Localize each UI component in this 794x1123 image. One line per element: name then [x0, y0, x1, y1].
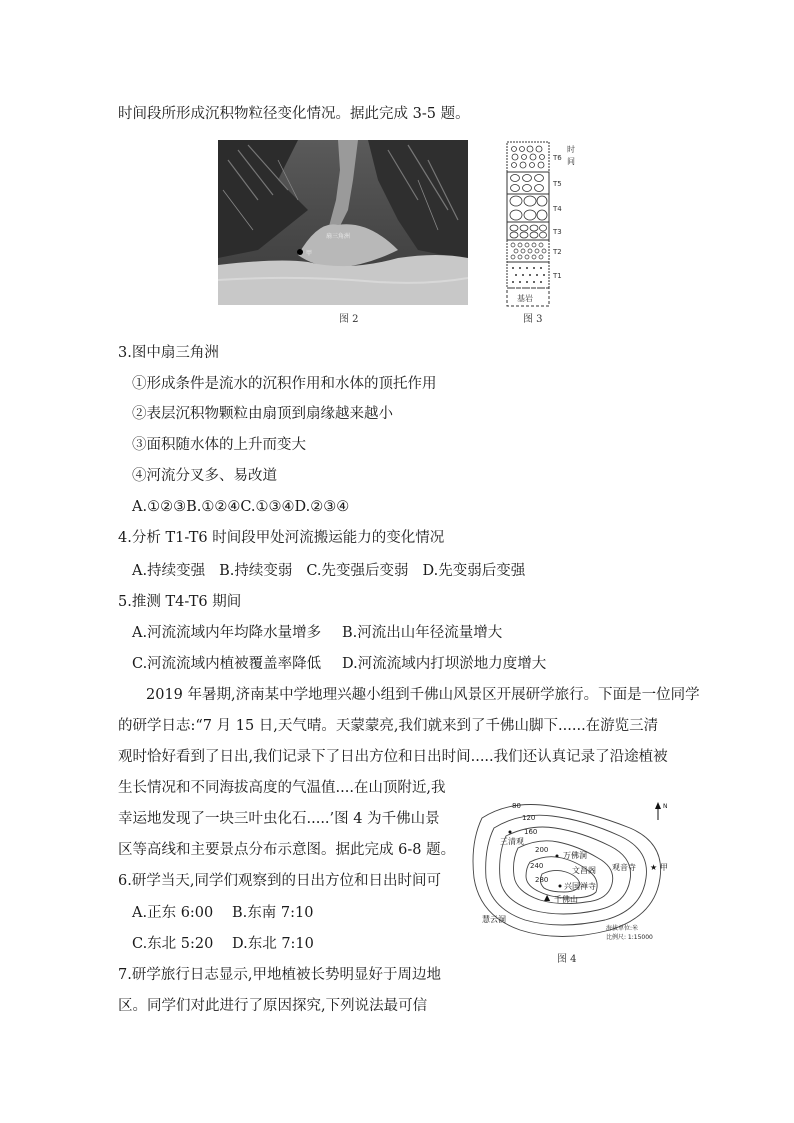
figure-2 — [218, 140, 468, 305]
passage-line-5: 幸运地发现了一块三叶虫化石.....’图 4 为千佛山景 — [118, 811, 440, 827]
q5-option-d: D.河流流域内打坝淤地力度增大 — [342, 656, 547, 672]
q5-option-a: A.河流流域内年均降水量增多 — [132, 625, 322, 641]
fan-delta-label: 扇三角洲 — [326, 233, 351, 240]
place-huiyun: 慧云洞 — [482, 915, 506, 924]
q7-line-2: 区。同学们对此进行了原因探究,下列说法最可信 — [118, 998, 428, 1014]
q4-option-b: B.持续变弱 — [219, 563, 293, 579]
q6-options-row1 — [132, 903, 313, 923]
passage-line-3: 观时恰好看到了日出,我们记录下了日出方位和日出时间.....我们还认真记录了沿途植被 — [118, 749, 668, 765]
q6-stem: 6.研学当天,同学们观察到的日出方位和日出时间可 — [118, 873, 441, 889]
contour-280: 280 — [535, 876, 549, 884]
fan-delta-photo — [218, 140, 468, 305]
q3-item-3: ③面积随水体的上升而变大 — [132, 437, 306, 453]
q6-option-c: C.东北 5:20 — [132, 936, 214, 952]
passage-line-6: 区等高线和主要景点分布示意图。据此完成 6-8 题。 — [118, 842, 456, 858]
q6-options-row2 — [132, 934, 314, 954]
contour-120: 120 — [522, 814, 536, 822]
bedrock-label: 基岩 — [517, 294, 533, 303]
q7-line-1: 7.研学旅行日志显示,甲地植被长势明显好于周边地 — [118, 967, 441, 983]
place-jia: 甲 — [660, 863, 668, 872]
q6-option-d: D.东北 7:10 — [232, 936, 314, 952]
q3-item-2: ②表层沉积物颗粒由扇顶到扇缘越来越小 — [132, 406, 393, 422]
figure-3 — [505, 140, 585, 310]
place-sanqing: 三清观 — [500, 837, 524, 846]
peak-triangle: ▲ — [544, 893, 551, 902]
contour-80: 80 — [512, 802, 521, 810]
place-qianfo: 千佛山 — [554, 895, 578, 904]
passage-line-2: 的研学日志:“7 月 15 日,天气晴。天蒙蒙亮,我们就来到了千佛山脚下......在游览三清 — [118, 718, 659, 734]
q3-stem: 3.图中扇三角洲 — [118, 345, 219, 361]
passage-line-1: 2019 年暑期,济南某中学地理兴趣小组到千佛山风景区开展研学旅行。下面是一位同学 — [146, 687, 700, 703]
place-guanyin: 观音寺 — [612, 863, 636, 872]
north-label: N — [663, 803, 668, 810]
q4-stem: 4.分析 T1-T6 时间段甲处河流搬运能力的变化情况 — [118, 530, 445, 546]
contour-map — [460, 798, 690, 948]
figure-4-caption: 图 4 — [557, 954, 577, 965]
place-wenchang: 文昌阁 — [572, 866, 596, 875]
q3-item-1: ①形成条件是流水的沉积作用和水体的顶托作用 — [132, 376, 437, 392]
q5-option-b: B.河流出山年径流量增大 — [342, 625, 503, 641]
map-scale: 比例尺: 1:15000 — [606, 934, 653, 941]
figure-4 — [460, 798, 690, 948]
q3-item-4: ④河流分叉多、易改道 — [132, 468, 277, 484]
time-axis-label: 时间 — [567, 145, 575, 166]
layer-label-t3: T3 — [553, 228, 562, 236]
q5-options-row2 — [132, 654, 546, 674]
layer-label-t6: T6 — [553, 154, 562, 162]
layer-label-t1: T1 — [553, 272, 562, 280]
figure-3-caption: 图 3 — [523, 314, 543, 325]
q5-stem: 5.推测 T4-T6 期间 — [118, 594, 242, 610]
passage-line-4: 生长情况和不同海拔高度的气温值....在山顶附近,我 — [118, 780, 446, 796]
contour-200: 200 — [535, 846, 549, 854]
q4-option-a: A.持续变强 — [132, 563, 206, 579]
q6-option-a: A.正东 6:00 — [132, 905, 214, 921]
contour-160: 160 — [524, 828, 538, 836]
q5-options-row1 — [132, 623, 502, 643]
place-wanfo: 万佛洞 — [563, 851, 587, 860]
q4-option-d: D.先变弱后变强 — [422, 563, 526, 579]
place-jia-star: ★ — [650, 863, 658, 872]
q5-option-c: C.河流流域内植被覆盖率降低 — [132, 656, 322, 672]
q6-option-b: B.东南 7:10 — [232, 905, 314, 921]
q4-options — [132, 561, 539, 581]
q4-option-c: C.先变强后变弱 — [306, 563, 409, 579]
place-xingguo: 兴国禅寺 — [564, 882, 596, 891]
figure-2-caption: 图 2 — [339, 314, 359, 325]
layer-label-t4: T4 — [553, 205, 562, 213]
point-jia-marker — [297, 249, 303, 255]
elevation-unit: 海拔单位:米 — [606, 925, 639, 932]
north-arrow-icon — [655, 802, 668, 820]
intro-text: 时间段所形成沉积物粒径变化情况。据此完成 3-5 题。 — [118, 106, 470, 122]
layer-label-t2: T2 — [553, 248, 562, 256]
contour-240: 240 — [530, 862, 544, 870]
q3-options: A.①②③B.①②④C.①③④D.②③④ — [132, 499, 350, 515]
layer-label-t5: T5 — [553, 180, 562, 188]
point-label: 甲 — [306, 250, 313, 257]
